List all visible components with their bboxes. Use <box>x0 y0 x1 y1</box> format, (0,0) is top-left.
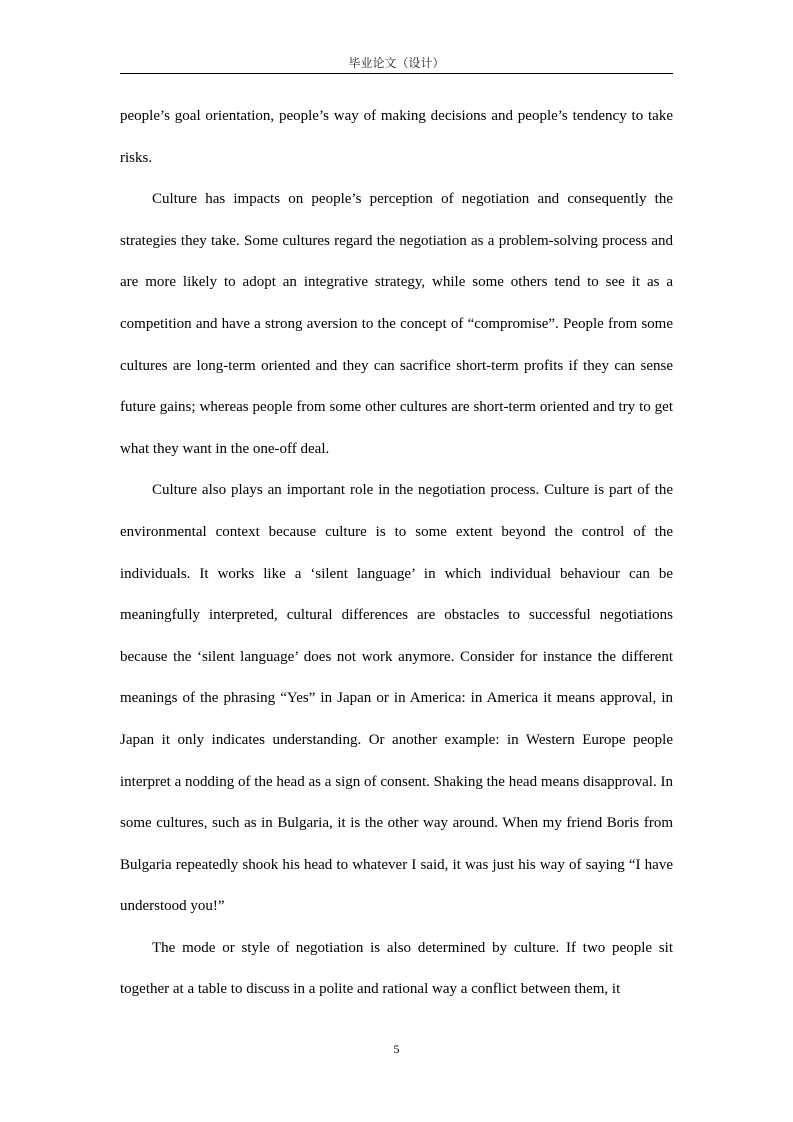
paragraph-4: The mode or style of negotiation is also determined by culture. If two people sit together at a table to discuss in a polite and rational way a conflict between them, it <box>120 939 673 998</box>
header-divider <box>120 73 673 74</box>
body-text <box>120 96 673 1011</box>
page-header: 毕业论文（设计） <box>348 56 445 70</box>
paragraph-2: Culture has impacts on people’s perception of negotiation and consequently the strategies they take. Some cultures regard the negotiation as a problem-solving process and are more likely to adopt an integrative strategy, while some others tend to see it as a competition and have a strong aversion to the concept of “compromise”. People from some cultures are long-term oriented and they can sacrifice short-term profits if they can sense future gains; whereas people from some other cultures are short-term oriented and try to get what they want in the one-off deal. <box>120 191 673 457</box>
paragraph-3: Culture also plays an important role in the negotiation process. Culture is part of the environmental context because culture is to some extent beyond the control of the individuals. It works like a ‘silent language’ in which individual behaviour can be meaningfully interpreted, cultural differences are obstacles to successful negotiations because the ‘silent language’ does not work anymore. Consider for instance the different meanings of the phrasing “Yes” in Japan or in America: in America it means approval, in Japan it only indicates understanding. Or another example: in Western Europe people interpret a nodding of the head as a sign of consent. Shaking the head means disapproval. In some cultures, such as in Bulgaria, it is the other way around. When my friend Boris from Bulgaria repeatedly shook his head to whatever I said, it was just his way of saying “I have understood you!” <box>120 482 673 915</box>
paragraph-1: people’s goal orientation, people’s way of making decisions and people’s tendency to take risks. <box>120 108 673 166</box>
page-number: 5 <box>393 1042 400 1056</box>
